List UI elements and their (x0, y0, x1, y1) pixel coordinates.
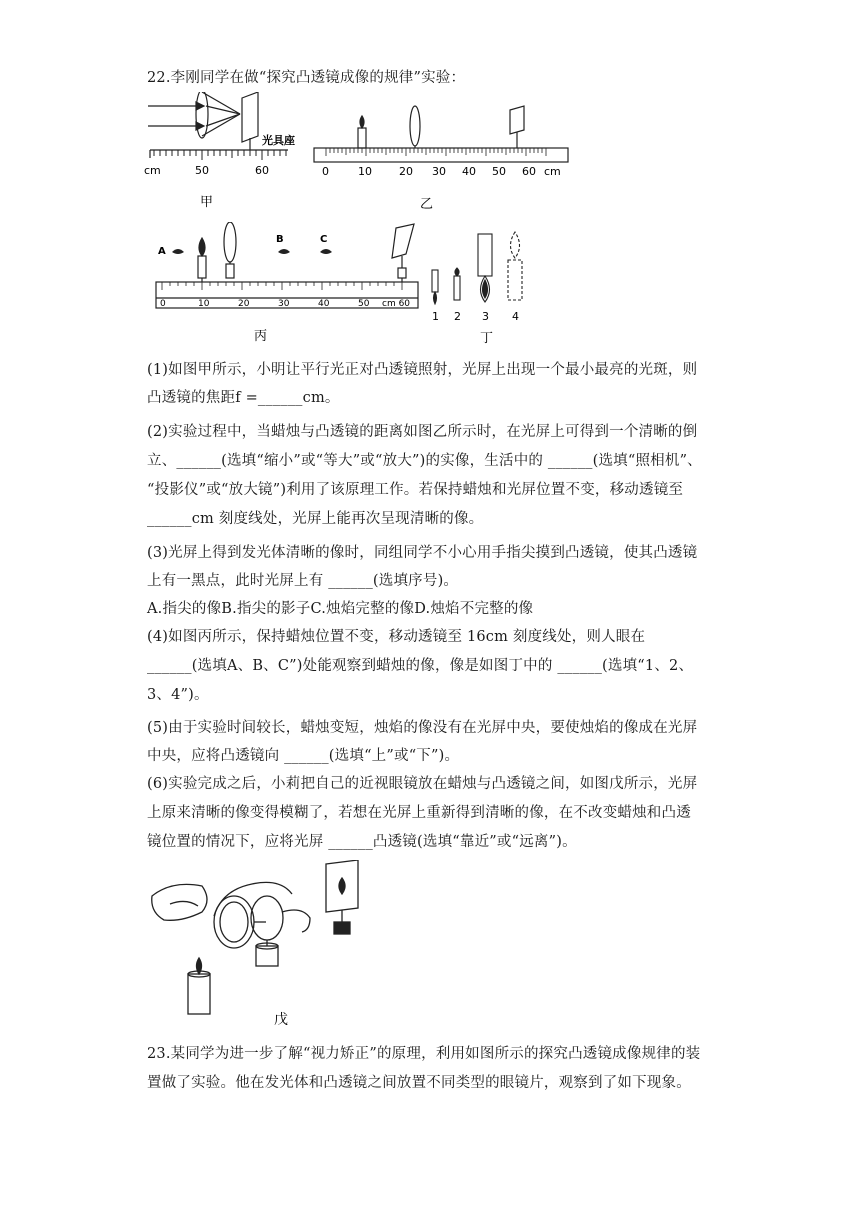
fig-ding-caption: 丁 (480, 331, 494, 346)
fig-bing-caption: 丙 (254, 329, 268, 342)
q22-line: 中央，应将凸透镜向 ______(选填“上”或“下”)。 (147, 748, 460, 764)
fig-jia-tick-50: 50 (195, 164, 209, 177)
fig-yi-tick: 50 (492, 165, 506, 178)
q22-line: ______cm 刻度线处，光屏上能再次呈现清晰的像。 (147, 511, 484, 527)
fig-jia-tick-60: 60 (255, 164, 269, 177)
q22-line: 凸透镜的焦距f =______cm。 (147, 390, 340, 406)
fig-yi-unit: cm (544, 165, 561, 178)
fig-wu-caption: 戊 (274, 1012, 288, 1028)
fig-bing-tick: 0 (160, 299, 166, 309)
fig-ding-num: 4 (512, 310, 519, 323)
q22-line: ______(选填A、B、C”)处能观察到蜡烛的像，像是如图丁中的 ______(选填“1、2、 (147, 658, 694, 674)
q22-line: 上原来清晰的像变得模糊了，若想在光屏上重新得到清晰的像，在不改变蜡烛和凸透 (147, 805, 691, 821)
q22-line: (3)光屏上得到发光体清晰的像时，同组同学不小心用手指尖摸到凸透镜，使其凸透镜 (147, 545, 698, 561)
fig-jia-unit: cm (144, 164, 161, 177)
fig-yi-caption: 乙 (420, 197, 434, 212)
fig-yi-tick: 40 (462, 165, 476, 178)
marker-a: A (158, 246, 166, 257)
fig-bing-tick: 40 (318, 299, 330, 309)
figure-wu (142, 860, 392, 1030)
q22-line: 3、4”)。 (147, 687, 209, 703)
q22-line: (5)由于实验时间较长，蜡烛变短，烛焰的像没有在光屏中央，要使烛焰的像成在光屏 (147, 720, 698, 736)
fig-yi-tick: 0 (322, 165, 329, 178)
fig-yi-tick: 10 (358, 165, 372, 178)
fig-yi-tick: 20 (399, 165, 413, 178)
question-22-title: 22.李刚同学在做“探究凸透镜成像的规律”实验： (147, 70, 466, 86)
q22-line: (6)实验完成之后，小莉把自己的近视眼镜放在蜡烛与凸透镜之间，如图戊所示，光屏 (147, 776, 698, 792)
marker-b: B (276, 234, 284, 245)
figure-ding (424, 228, 534, 346)
fig-bing-end-tick: cm 60 (382, 299, 411, 309)
fig-yi-tick: 60 (522, 165, 536, 178)
label-optical-bench: 光具座 (262, 134, 295, 147)
fig-bing-tick: 10 (198, 299, 210, 309)
fig-ding-num: 3 (482, 310, 489, 323)
fig-bing-tick: 30 (278, 299, 290, 309)
eye-icon (172, 249, 184, 254)
q22-line: 镜位置的情况下，应将光屏 ______凸透镜(选填“靠近”或“远离”)。 (147, 834, 577, 850)
q23-line: 置做了实验。他在发光体和凸透镜之间放置不同类型的眼镜片，观察到了如下现象。 (147, 1075, 691, 1091)
q22-options: A.指尖的像B.指尖的影子C.烛焰完整的像D.烛焰不完整的像 (147, 601, 534, 617)
fig-yi-tick: 30 (432, 165, 446, 178)
q22-line: (2)实验过程中，当蜡烛与凸透镜的距离如图乙所示时，在光屏上可得到一个清晰的倒 (147, 424, 698, 440)
eye-icon (320, 249, 332, 254)
figure-yi (312, 102, 574, 212)
figure-jia (140, 92, 300, 212)
fig-bing-tick: 20 (238, 299, 250, 309)
figure-bing (152, 222, 422, 342)
fig-ding-num: 1 (432, 310, 439, 323)
eye-icon (278, 249, 290, 254)
fig-jia-caption: 甲 (200, 195, 214, 210)
fig-ding-num: 2 (454, 310, 461, 323)
marker-c: C (320, 234, 328, 245)
fig-bing-tick: 50 (358, 299, 370, 309)
q22-line: (1)如图甲所示，小明让平行光正对凸透镜照射，光屏上出现一个最小最亮的光斑，则 (147, 362, 698, 378)
q22-line: “投影仪”或“放大镜”)利用了该原理工作。若保持蜡烛和光屏位置不变，移动透镜至 (147, 482, 684, 498)
q23-line: 23.某同学为进一步了解“视力矫正”的原理，利用如图所示的探究凸透镜成像规律的装 (147, 1046, 701, 1062)
q22-line: (4)如图丙所示，保持蜡烛位置不变，移动透镜至 16cm 刻度线处，则人眼在 (147, 629, 646, 645)
q22-line: 立、______(选填“缩小”或“等大”或“放大”)的实像，生活中的 ______(选填“照相机”、 (147, 453, 702, 469)
q22-line: 上有一黑点，此时光屏上有 ______(选填序号)。 (147, 573, 459, 589)
